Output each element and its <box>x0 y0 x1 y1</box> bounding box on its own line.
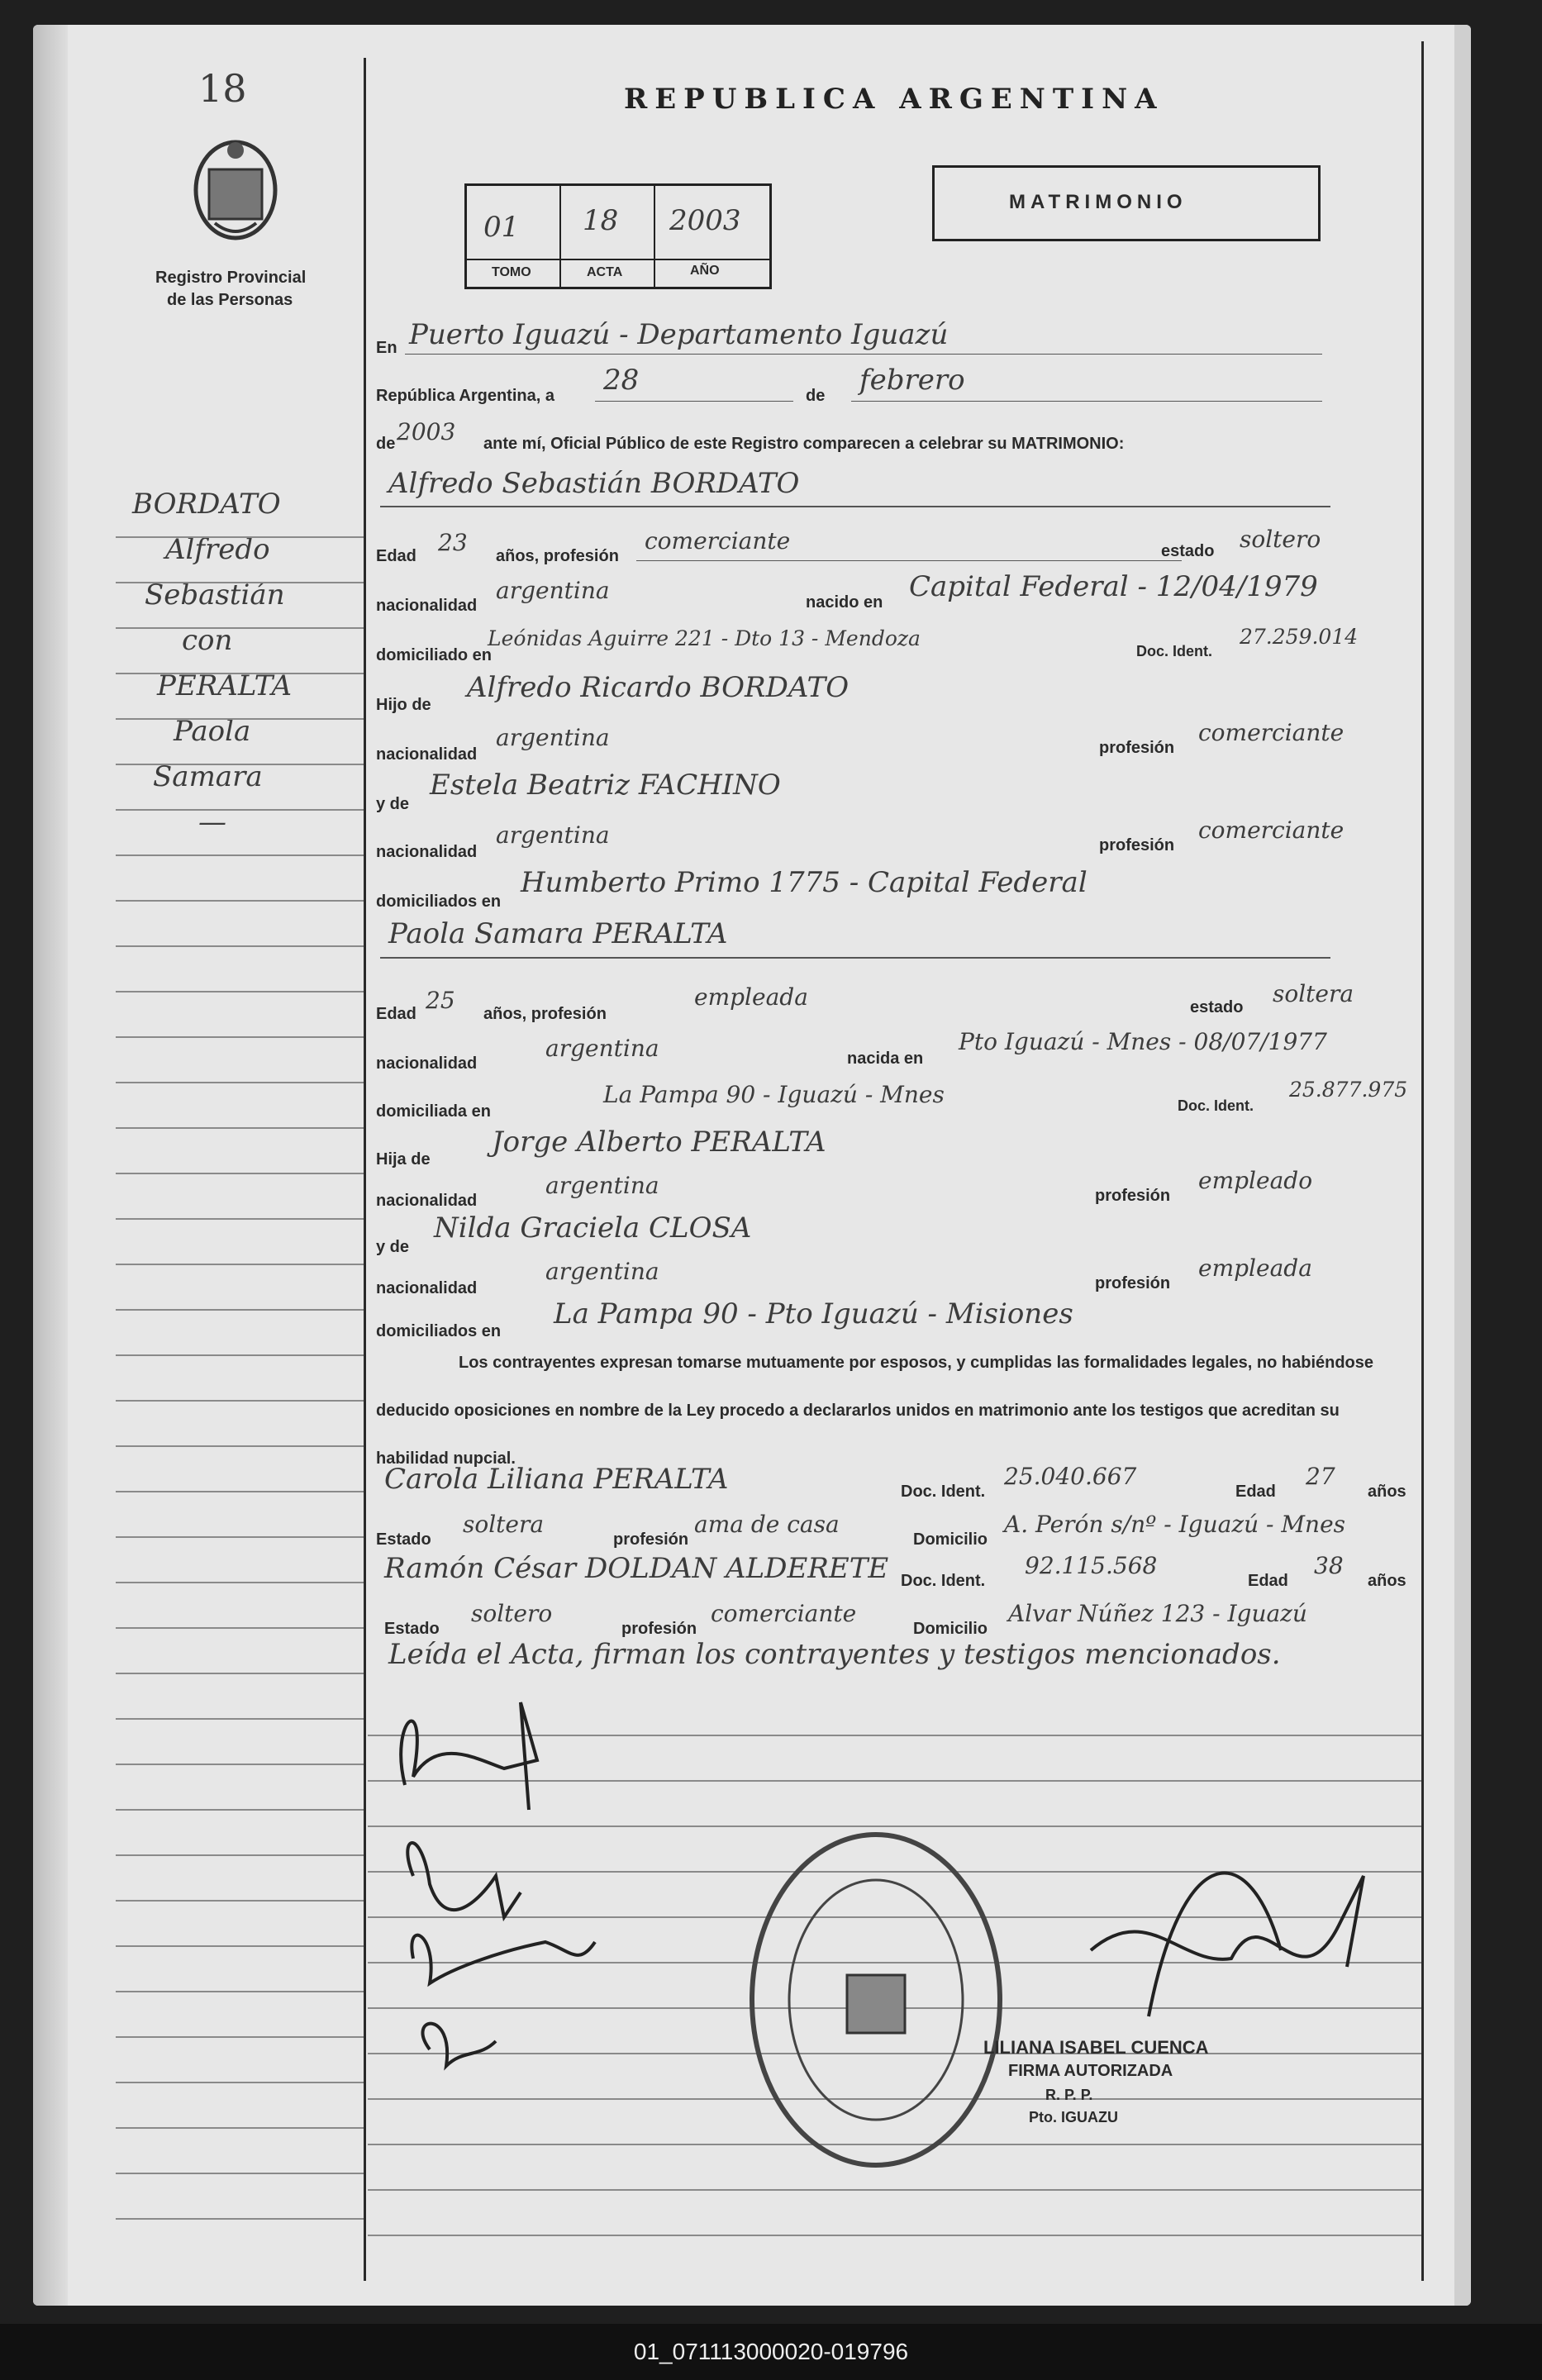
intro-statement: ante mí, Oficial Público de este Registro comparecen a celebrar su MATRIMONIO: <box>483 435 1125 453</box>
groom-nacido-label: nacido en <box>806 593 883 612</box>
right-border <box>1421 41 1424 2281</box>
groom-hijo-label: Hijo de <box>376 696 431 714</box>
month: febrero <box>859 364 965 397</box>
groom-age: 23 <box>438 529 468 556</box>
witness2-name: Ramón César DOLDAN ALDERETE <box>384 1552 889 1585</box>
witness1-name: Carola Liliana PERALTA <box>384 1463 729 1496</box>
witness2-profession: comerciante <box>711 1600 857 1627</box>
witness1-prof-label: profesión <box>613 1530 689 1549</box>
declaration: Los contrayentes expresan tomarse mutuamente por esposos, y cumplidas las formalidades legales, no habiéndose deducido oposiciones en nombre de la Ley procedo a declararlos unidos en matrimonio ante los testigos que acreditan su habilidad nupcial. <box>376 1354 1374 1468</box>
groom-name: Alfredo Sebastián BORDATO <box>388 467 800 500</box>
witness2-prof-label: profesión <box>621 1620 697 1638</box>
bride-name: Paola Samara PERALTA <box>388 917 728 950</box>
bride-mother-nat: argentina <box>545 1258 659 1285</box>
act-type-box <box>932 165 1321 241</box>
margin-line-3: Sebastián <box>145 578 285 612</box>
bride-mother-prof: empleada <box>1198 1254 1312 1282</box>
groom-estado: soltero <box>1240 526 1321 553</box>
groom-parents-address: Humberto Primo 1775 - Capital Federal <box>521 866 1087 899</box>
witness1-profession: ama de casa <box>694 1511 840 1538</box>
bride-anos-label: años, profesión <box>483 1005 607 1023</box>
place: Puerto Iguazú - Departamento Iguazú <box>409 318 949 351</box>
en-label: En <box>376 339 397 357</box>
bride-profession: empleada <box>694 983 808 1011</box>
tomo-value: 01 <box>483 211 520 244</box>
witness2-edad-label: Edad <box>1248 1572 1288 1590</box>
bride-birth: Pto Iguazú - Mnes - 08/07/1977 <box>959 1028 1327 1055</box>
groom-nationality: argentina <box>496 577 610 604</box>
bride-yde-label: y de <box>376 1238 410 1256</box>
bride-father-prof: empleado <box>1198 1167 1313 1194</box>
witness1-dom-label: Domicilio <box>913 1530 988 1549</box>
country-title: REPUBLICA ARGENTINA <box>624 83 1164 116</box>
margin-divider <box>364 58 366 2281</box>
witness1-estado: soltera <box>463 1511 545 1538</box>
margin-line-7: Samara <box>153 760 263 793</box>
bride-parents-dom-label: domiciliados en <box>376 1322 502 1340</box>
groom-birth: Capital Federal - 12/04/1979 <box>909 570 1318 603</box>
bride-nationality: argentina <box>545 1035 659 1062</box>
groom-father-nac-label: nacionalidad <box>376 745 478 764</box>
register-page <box>33 25 1471 2306</box>
witness1-doc-label: Doc. Ident. <box>901 1483 986 1501</box>
margin-line-4: con <box>182 624 233 657</box>
groom-father: Alfredo Ricardo BORDATO <box>467 671 850 704</box>
bride-estado: soltera <box>1273 980 1354 1007</box>
bride-dom-label: domiciliada en <box>376 1102 491 1121</box>
rep-label: República Argentina, a <box>376 387 554 405</box>
groom-mother-nac-label: nacionalidad <box>376 843 478 861</box>
witness2-anos-label: años <box>1368 1572 1406 1590</box>
year: 2003 <box>397 418 456 445</box>
bride-address: La Pampa 90 - Iguazú - Mnes <box>603 1081 945 1108</box>
groom-yde-label: y de <box>376 795 410 813</box>
margin-line-6: Paola <box>174 715 251 748</box>
officer-org: R. P. P. <box>1045 2087 1093 2103</box>
witness2-address: Alvar Núñez 123 - Iguazú <box>1008 1600 1307 1627</box>
record-box <box>464 183 772 289</box>
groom-nac-label: nacionalidad <box>376 597 478 615</box>
de-label: de <box>806 387 826 405</box>
act-type: MATRIMONIO <box>1009 191 1187 213</box>
page-number: 18 <box>198 66 247 111</box>
day: 28 <box>603 364 640 397</box>
signatures-image <box>380 1669 645 2132</box>
official-seal-icon <box>735 1818 1016 2182</box>
witness2-doc: 92.115.568 <box>1025 1552 1158 1579</box>
ano-label: AÑO <box>690 264 720 278</box>
bride-father-nat: argentina <box>545 1172 659 1199</box>
witness1-estado-label: Estado <box>376 1530 431 1549</box>
bride-doc-label: Doc. Ident. <box>1178 1097 1254 1114</box>
groom-profession: comerciante <box>645 527 791 555</box>
groom-father-prof-label: profesión <box>1099 739 1175 757</box>
bride-father-nac-label: nacionalidad <box>376 1192 478 1210</box>
bride-mother-nac-label: nacionalidad <box>376 1279 478 1297</box>
bride-father-prof-label: profesión <box>1095 1187 1171 1205</box>
margin-surname-1: BORDATO <box>132 488 281 521</box>
groom-father-nat: argentina <box>496 724 610 751</box>
coat-of-arms-icon <box>186 132 285 248</box>
tomo-label: TOMO <box>492 265 531 279</box>
witness1-doc: 25.040.667 <box>1004 1463 1137 1490</box>
bride-mother-prof-label: profesión <box>1095 1274 1171 1292</box>
bride-nacida-label: nacida en <box>847 1050 924 1068</box>
registry-name-1: Registro Provincial <box>155 269 307 287</box>
bride-parents-address: La Pampa 90 - Pto Iguazú - Misiones <box>554 1297 1073 1330</box>
groom-estado-label: estado <box>1161 542 1215 560</box>
groom-doc-label: Doc. Ident. <box>1136 643 1213 659</box>
officer-location: Pto. IGUAZU <box>1029 2109 1118 2125</box>
groom-mother-prof-label: profesión <box>1099 836 1175 854</box>
ano-value: 2003 <box>669 204 741 237</box>
acta-value: 18 <box>583 204 619 237</box>
groom-mother-nat: argentina <box>496 821 610 849</box>
groom-father-prof: comerciante <box>1198 719 1344 746</box>
groom-mother-prof: comerciante <box>1198 816 1344 844</box>
bride-mother: Nilda Graciela CLOSA <box>434 1211 752 1245</box>
witness2-doc-label: Doc. Ident. <box>901 1572 986 1590</box>
witness1-address: A. Perón s/nº - Iguazú - Mnes <box>1004 1511 1346 1538</box>
margin-ruled-lines <box>116 512 364 2256</box>
groom-dom-label: domiciliado en <box>376 646 493 664</box>
witness1-anos-label: años <box>1368 1483 1406 1501</box>
margin-line-8: — <box>198 806 226 839</box>
bride-age: 25 <box>426 987 455 1014</box>
margin-surname-2: PERALTA <box>157 669 293 702</box>
witness1-edad-label: Edad <box>1235 1483 1276 1501</box>
da-label: de <box>376 435 396 453</box>
groom-address: Leónidas Aguirre 221 - Dto 13 - Mendoza <box>488 626 921 650</box>
registry-name-2: de las Personas <box>167 291 293 309</box>
witness2-dom-label: Domicilio <box>913 1620 988 1638</box>
book-binding <box>33 25 68 2306</box>
bride-hija-label: Hija de <box>376 1150 431 1169</box>
officer-title: FIRMA AUTORIZADA <box>1008 2062 1173 2080</box>
page-edge <box>1454 25 1471 2306</box>
bride-edad-label: Edad <box>376 1005 416 1023</box>
bride-doc: 25.877.975 <box>1289 1078 1408 1102</box>
witness2-estado: soltero <box>471 1600 553 1627</box>
bride-nac-label: nacionalidad <box>376 1054 478 1073</box>
officer-signature-image <box>1066 1802 1413 2066</box>
groom-anos-label: años, profesión <box>496 547 619 565</box>
groom-edad-label: Edad <box>376 547 416 565</box>
closing-note: Leída el Acta, firman los contrayentes y testigos mencionados. <box>388 1638 1281 1671</box>
witness2-age: 38 <box>1314 1552 1344 1579</box>
footer-code: 01_071113000020-019796 <box>0 2324 1542 2380</box>
bride-estado-label: estado <box>1190 998 1244 1016</box>
acta-label: ACTA <box>587 265 623 279</box>
margin-line-2: Alfredo <box>165 533 270 566</box>
witness2-estado-label: Estado <box>384 1620 440 1638</box>
witness1-age: 27 <box>1306 1463 1335 1490</box>
groom-mother: Estela Beatriz FACHINO <box>430 769 781 802</box>
bride-father: Jorge Alberto PERALTA <box>492 1126 826 1159</box>
groom-parents-dom-label: domiciliados en <box>376 892 502 911</box>
groom-doc: 27.259.014 <box>1240 625 1359 649</box>
officer-name: LILIANA ISABEL CUENCA <box>983 2037 1209 2058</box>
